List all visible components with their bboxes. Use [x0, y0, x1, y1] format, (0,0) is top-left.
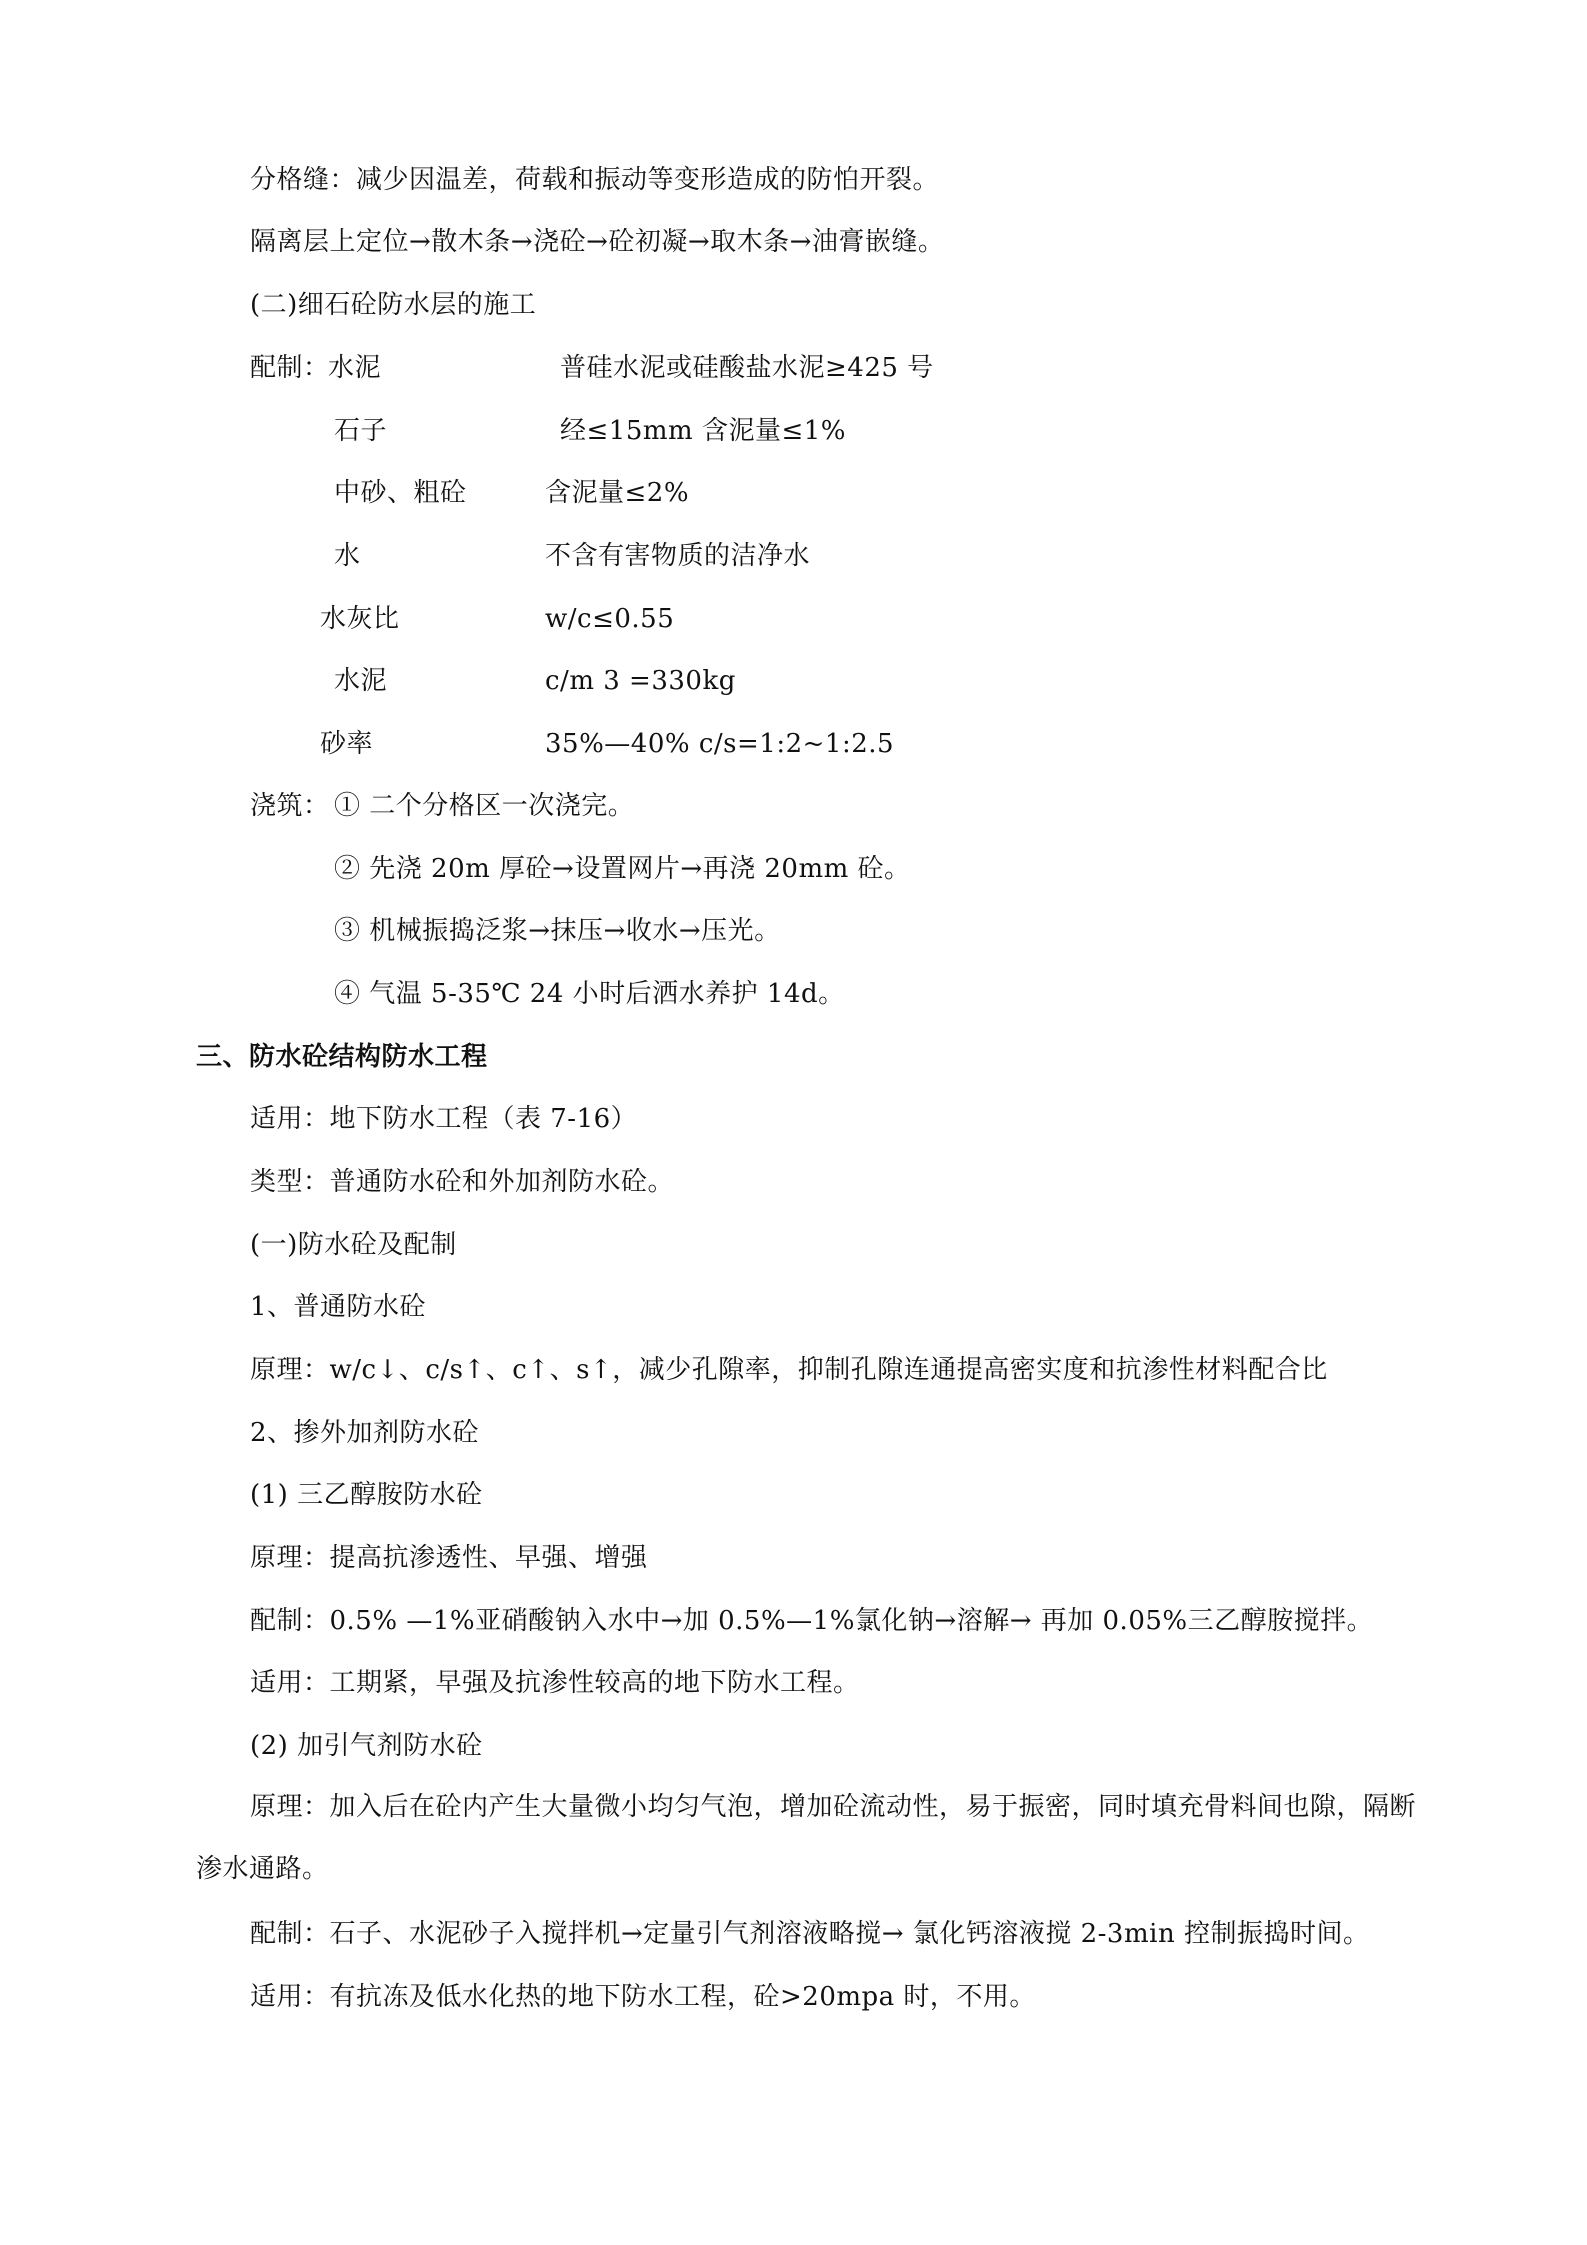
text-line: 隔离层上定位→散木条→浇砼→砼初凝→取木条→油膏嵌缝。 [250, 227, 945, 257]
mix-value: 35%—40% c/s=1:2~1:2.5 [545, 729, 895, 759]
mix-value: 含泥量≤2% [545, 478, 690, 508]
mix-label: 石子 [334, 416, 388, 446]
text-line: 适用：有抗冻及低水化热的地下防水工程，砼>20mpa 时，不用。 [250, 1982, 1036, 2012]
mix-label: 水 [334, 541, 361, 571]
text-line: 类型：普通防水砼和外加剂防水砼。 [250, 1167, 675, 1197]
mix-label: 水灰比 [320, 604, 400, 634]
subsection-heading: (2) 加引气剂防水砼 [250, 1731, 483, 1761]
mix-prefix: 配制： [250, 353, 330, 383]
pour-step: ② 先浇 20m 厚砼→设置网片→再浇 20mm 砼。 [334, 854, 911, 884]
mix-label: 中砂、粗砼 [334, 478, 467, 508]
mix-value: 经≤15mm 含泥量≤1% [560, 416, 846, 446]
text-line: 原理：提高抗渗透性、早强、增强 [250, 1543, 648, 1573]
subsection-heading: 1、普通防水砼 [250, 1292, 427, 1322]
subsection-heading: (一)防水砼及配制 [250, 1230, 457, 1260]
mix-value: 普硅水泥或硅酸盐水泥≥425 号 [560, 353, 934, 383]
mix-value: 不含有害物质的洁净水 [545, 541, 811, 571]
text-line: 配制：0.5% —1%亚硝酸钠入水中→加 0.5%—1%氯化钠→溶解→ 再加 0.05%三乙醇胺搅拌。 [250, 1606, 1374, 1636]
text-line: 配制：石子、水泥砂子入搅拌机→定量引气剂溶液略搅→ 氯化钙溶液搅 2-3min 控制振捣时间。 [250, 1919, 1370, 1949]
text-line: 适用：地下防水工程（表 7-16） [250, 1104, 638, 1134]
mix-label: 砂率 [320, 729, 374, 759]
mix-value: c/m 3 =330kg [545, 666, 736, 696]
mix-label: 水泥 [328, 353, 382, 383]
text-line: 分格缝：减少因温差，荷载和振动等变形造成的防怕开裂。 [250, 165, 940, 195]
wrapped-paragraph: 原理：加入后在砼内产生大量微小均匀气泡，增加砼流动性，易于振密，同时填充骨料间也隙，隔断渗水通路。 [196, 1792, 1417, 1884]
text-line: 原理：w/c↓、c/s↑、c↑、s↑，减少孔隙率，抑制孔隙连通提高密实度和抗渗性材料配合比 [250, 1355, 1328, 1385]
subsection-heading: (二)细石砼防水层的施工 [250, 290, 537, 320]
section-heading: 三、防水砼结构防水工程 [196, 1042, 488, 1072]
pour-step: ① 二个分格区一次浇完。 [334, 791, 635, 821]
pour-step: ③ 机械振捣泛浆→抹压→收水→压光。 [334, 916, 781, 946]
pour-step: ④ 气温 5-35℃ 24 小时后洒水养护 14d。 [334, 979, 845, 1009]
subsection-heading: (1) 三乙醇胺防水砼 [250, 1480, 483, 1510]
mix-label: 水泥 [334, 666, 388, 696]
subsection-heading: 2、掺外加剂防水砼 [250, 1418, 480, 1448]
pour-prefix: 浇筑： [250, 791, 330, 821]
text-line: 适用：工期紧，早强及抗渗性较高的地下防水工程。 [250, 1668, 860, 1698]
mix-value: w/c≤0.55 [545, 604, 675, 634]
